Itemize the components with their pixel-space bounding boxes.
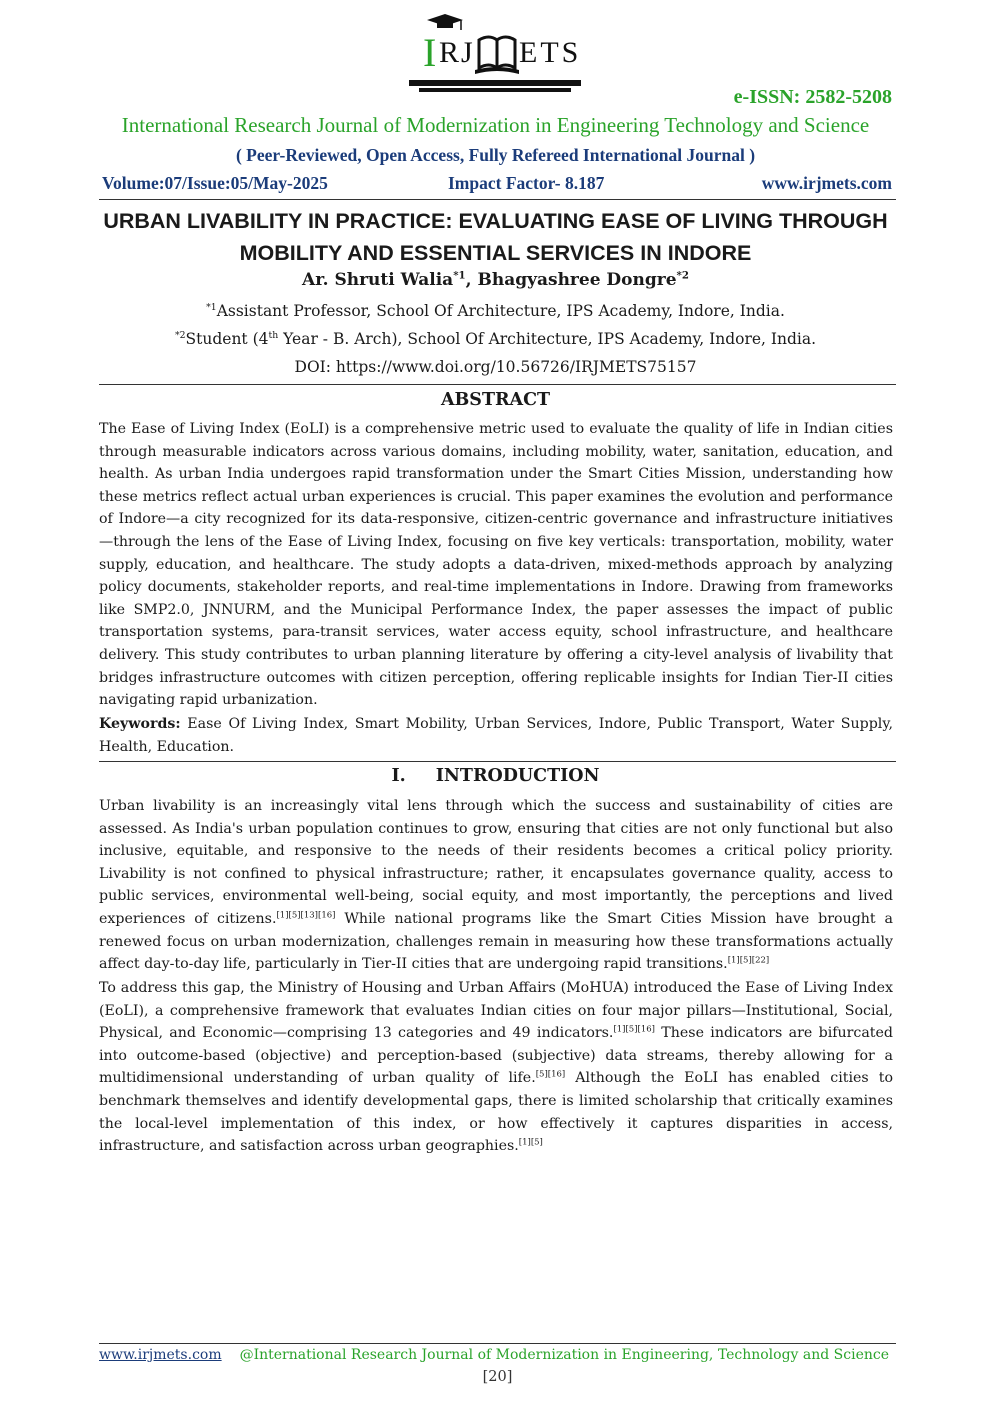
author-1: Ar. Shruti Walia: [302, 270, 454, 290]
doi-divider: [99, 384, 896, 385]
intro-p2-text-a: To address this gap, the Ministry of Housing and Urban Affairs (MoHUA) introduced the Ease of Living Index (EoLI), a comprehensive framework that evaluates Indian cities on four major pillars—Institutional, Social, Physical, and Economic—comprising 13 categories and 49 indicators.: [99, 980, 893, 1042]
affiliation-1: [99, 302, 892, 320]
keywords: [99, 713, 893, 758]
intro-paragraph-1: [99, 795, 893, 976]
title-line-2: MOBILITY AND ESSENTIAL SERVICES IN INDORE: [239, 241, 752, 265]
affiliation-1-text: Assistant Professor, School Of Architecture, IPS Academy, Indore, India.: [216, 302, 785, 320]
abstract-text: The Ease of Living Index (EoLI) is a comprehensive metric used to evaluate the quality of life in Indian cities through measurable indicators across various domains, including mobility, water, sanitation, education, and health. As urban India undergoes rapid transformation under the Smart Cities Mission, understanding how these metrics reflect actual urban experiences is crucial. This paper examines the evolution and performance of Indore—a city recognized for its data-responsive, citizen-centric governance and infrastructure initiatives—through the lens of the Ease of Living Index, focusing on five key verticals: transportation, mobility, water supply, education, and healthcare. The study adopts a data-driven, mixed-methods approach by analyzing policy documents, stakeholder reports, and real-time implementations in Indore. Drawing from frameworks like SMP2.0, JNNURM, and the Municipal Performance Index, the paper assesses the impact of public transportation systems, para-transit services, water access equity, school infrastructure, and healthcare delivery. This study contributes to urban planning literature by offering a city-level analysis of livability that bridges infrastructure outcomes with citizen perception, offering replicable insights for Indian Tier-II cities navigating rapid urbanization.: [99, 421, 893, 709]
section-number: I.: [391, 766, 406, 786]
doi: DOI: https://www.doi.org/10.56726/IRJMETS75157: [294, 358, 697, 376]
footer-divider: [99, 1343, 896, 1344]
citation: [1][5][16]: [613, 1024, 655, 1035]
irjmets-logo: [405, 10, 585, 98]
paper-title: [99, 205, 892, 269]
citation: [5][16]: [535, 1069, 566, 1080]
intro-paragraph-2: [99, 977, 893, 1158]
open-book-icon: [475, 37, 519, 74]
intro-p1-text-a: Urban livability is an increasingly vital lens through which the success and sustainability of cities are assessed. As India's urban population continues to grow, ensuring that cities are not only functional but also inclusive, equitable, and responsive to the needs of their residents becomes a critical policy priority. Livability is not confined to physical infrastructure; rather, it encapsulates governance quality, access to public services, environmental well-being, social equity, and most importantly, the perceptions and lived experiences of citizens.: [99, 798, 893, 927]
svg-text:RJ: RJ: [439, 36, 475, 69]
svg-text:ETS: ETS: [519, 36, 582, 69]
issn: e-ISSN: 2582-5208: [733, 86, 892, 108]
section-title: INTRODUCTION: [435, 766, 600, 786]
intro-p2-text-c: Although the EoLI has enabled cities to benchmark themselves and identify developmental gaps, there is limited scholarship that critically examines the local-level implementation of this index, or how effectively it captures disparities in access, infrastructure, and satisfaction across urban geographies.: [99, 1070, 893, 1155]
peer-review-note: ( Peer-Reviewed, Open Access, Fully Refereed International Journal ): [235, 145, 756, 165]
keywords-label: Keywords:: [99, 716, 181, 732]
volume-row: [99, 173, 892, 197]
keywords-list: Ease Of Living Index, Smart Mobility, Urban Services, Indore, Public Transport, Water Supply, Health, Education.: [99, 716, 893, 755]
citation: [1][5][13][16]: [276, 910, 336, 921]
abstract-heading: ABSTRACT: [440, 390, 551, 410]
footer-website-link[interactable]: www.irjmets.com: [99, 1347, 222, 1363]
volume-issue: Volume:07/Issue:05/May-2025: [102, 173, 328, 193]
author-2-marker: *2: [676, 269, 689, 282]
affiliation-2-text-b: Year - B. Arch), School Of Architecture, IPS Academy, Indore, India.: [278, 330, 817, 348]
intro-p2-text-b: These indicators are bifurcated into outcome-based (objective) and perception-based (subjective) data streams, thereby allowing for a multidimensional understanding of urban quality of life.: [99, 1025, 893, 1087]
author-separator: ,: [465, 270, 478, 290]
affiliation-2-text-a: Student (4: [185, 330, 269, 348]
graduation-cap-icon: [427, 14, 463, 30]
author-1-marker: *1: [453, 269, 466, 282]
journal-website: www.irjmets.com: [761, 173, 892, 193]
introduction-heading: [99, 766, 892, 786]
footer-copyright: @International Research Journal of Modernization in Engineering, Technology and Science: [239, 1347, 889, 1363]
svg-text:I: I: [423, 30, 437, 75]
affiliation-1-marker: *1: [206, 301, 217, 313]
journal-name: International Research Journal of Modernization in Engineering Technology and Science: [121, 113, 870, 137]
affiliation-2: [99, 330, 892, 348]
affiliation-2-marker: *2: [174, 329, 186, 341]
citation: [1][5]: [518, 1137, 543, 1148]
affiliation-2-ordinal: th: [268, 329, 279, 341]
author-2: Bhagyashree Dongre: [477, 270, 677, 290]
authors: [99, 270, 892, 290]
citation: [1][5][22]: [727, 955, 770, 966]
keywords-divider: [99, 761, 896, 762]
title-line-1: URBAN LIVABILITY IN PRACTICE: EVALUATING EASE OF LIVING THROUGH: [103, 209, 888, 233]
header-divider: [99, 199, 896, 200]
impact-factor: Impact Factor- 8.187: [448, 173, 605, 193]
intro-p1-text-b: While national programs like the Smart Cities Mission have brought a renewed focus on urban modernization, challenges remain in measuring how these transformations actually affect day-to-day life, particularly in Tier-II cities that are undergoing rapid transitions.: [99, 910, 893, 973]
page-number: [20]: [482, 1369, 513, 1385]
